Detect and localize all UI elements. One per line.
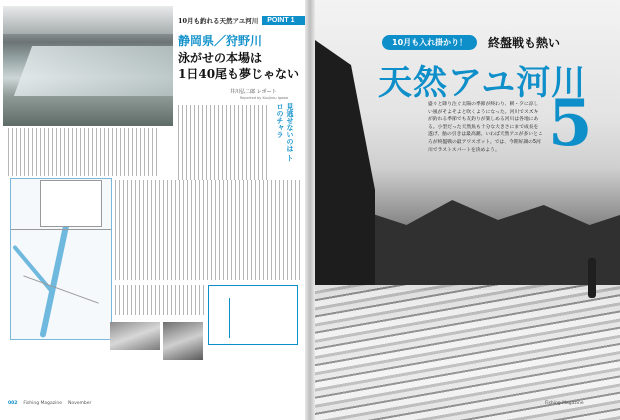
inset-map bbox=[40, 180, 102, 227]
body-text-column-4 bbox=[115, 285, 205, 315]
point-label-pre: 10月も釣れる天然アユ河川 bbox=[178, 16, 259, 25]
body-text-column-3 bbox=[115, 180, 300, 280]
chart-axis bbox=[229, 298, 290, 338]
footer-right: Fishing Magazine bbox=[545, 401, 584, 406]
page-gutter bbox=[305, 0, 315, 420]
point-tag bbox=[178, 14, 308, 26]
map-tributary bbox=[12, 245, 54, 294]
small-photo-angler bbox=[163, 322, 203, 360]
feature-number: 5 bbox=[548, 86, 593, 161]
headline bbox=[178, 50, 303, 82]
river-rapids bbox=[315, 285, 620, 420]
footer-left bbox=[8, 401, 91, 406]
intro-paragraph: 盛々と降り注ぐ太陽の季節が終わり、朝・夕に涼しい風がそよそよと吹くようになった。河川でスズキが釣れる季節でも友釣りが楽しめる河川は各地にある。小型だった天然魚も十分な大きさにまで成長を遂げ、鮎の引きは最高潮。いわば天然アユが多いところが終盤戦の最アワスポット。では、今期好調の5河川でラストスパートを決めよう。 bbox=[428, 102, 543, 153]
point-badge: POINT 1 bbox=[262, 16, 308, 25]
headline-line1: 泳がせの本場は bbox=[178, 51, 263, 65]
river-data-sidebar bbox=[330, 88, 370, 298]
body-text-column-2 bbox=[8, 128, 158, 176]
riverbank bbox=[3, 6, 173, 34]
river-photo-left bbox=[3, 6, 173, 126]
angler-figure bbox=[588, 258, 596, 298]
river-water bbox=[14, 46, 173, 96]
top-headline: 終盤戦も熱い bbox=[488, 36, 561, 50]
footer-month: November bbox=[68, 401, 92, 406]
prefecture-river-title: 静岡県／狩野川 bbox=[178, 34, 263, 48]
access-info-block bbox=[10, 348, 150, 396]
pill-label: 10月も入れ掛かり！ bbox=[382, 35, 477, 50]
small-photo-river bbox=[110, 322, 160, 350]
photo-caption-vertical bbox=[160, 8, 174, 108]
map-road bbox=[11, 229, 111, 230]
byline: 井川弘二郎 レポート bbox=[230, 89, 277, 95]
byline-sub: Reported by Koujirou Igawa bbox=[240, 96, 289, 100]
footer-magazine: Fishing Magazine bbox=[23, 401, 62, 406]
map-road bbox=[23, 275, 99, 303]
water-level-chart bbox=[208, 285, 298, 345]
sub-heading: 見逃せないのは トロのチャラ bbox=[276, 103, 295, 162]
page-number: 002 bbox=[8, 401, 18, 406]
feature-title: 天然アユ河川 bbox=[378, 63, 587, 103]
body-text-column-1 bbox=[178, 105, 270, 180]
headline-line2: 1日40尾も夢じゃない bbox=[178, 67, 300, 81]
